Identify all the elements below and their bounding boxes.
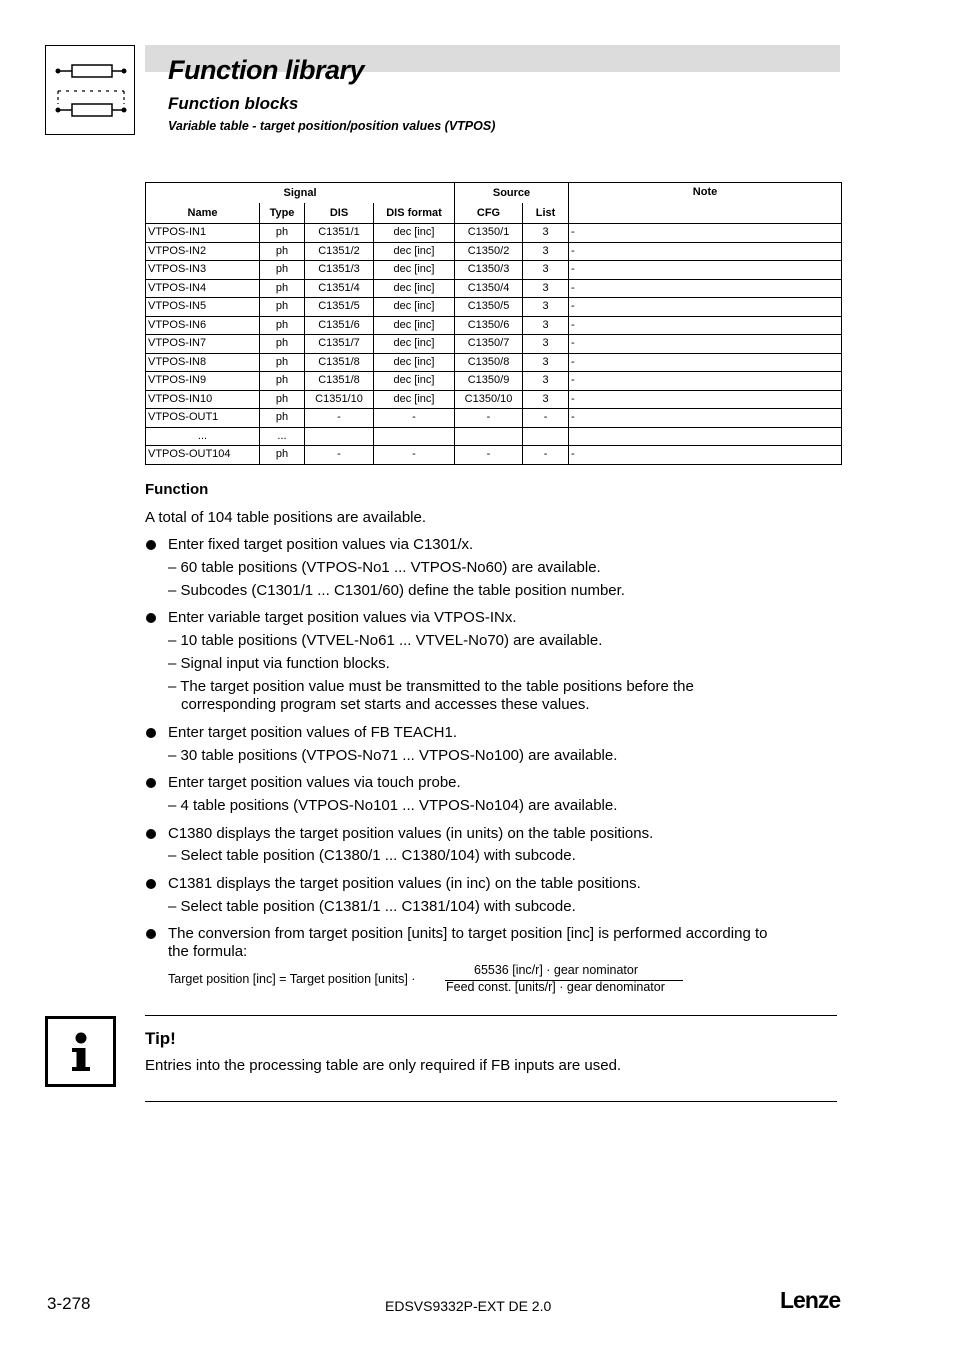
cell-cfg: C1350/8 (455, 353, 523, 372)
cell-dis-format: dec [inc] (374, 335, 455, 354)
cell-cfg: - (455, 446, 523, 465)
cell-list: 3 (523, 316, 569, 335)
cell-list (523, 427, 569, 446)
cell-name: VTPOS-IN2 (146, 242, 260, 261)
cell-list: 3 (523, 298, 569, 317)
cell-cfg: - (455, 409, 523, 428)
cell-list: - (523, 446, 569, 465)
cell-dis-format: dec [inc] (374, 298, 455, 317)
formula-lhs: Target position [inc] = Target position [units] · (168, 972, 416, 986)
cell-dis: - (305, 409, 374, 428)
cell-cfg: C1350/4 (455, 279, 523, 298)
cell-dis-format: - (374, 409, 455, 428)
cell-list: 3 (523, 390, 569, 409)
dash-item-continued: corresponding program set starts and accesses these values. (181, 696, 590, 713)
cell-cfg (455, 427, 523, 446)
page-number: 3-278 (47, 1294, 91, 1313)
col-header-type: Type (260, 203, 305, 224)
function-block-icon (46, 46, 134, 134)
cell-dis: C1351/1 (305, 224, 374, 243)
cell-dis (305, 427, 374, 446)
bullet-icon (146, 540, 156, 550)
dash-item: – The target position value must be transmitted to the table positions before the (168, 678, 694, 695)
cell-name: VTPOS-IN5 (146, 298, 260, 317)
col-header-dis: DIS (305, 203, 374, 224)
note-header: Note (569, 183, 842, 224)
bullet-icon (146, 929, 156, 939)
cell-note: - (569, 242, 842, 261)
table-row (146, 224, 842, 243)
signal-group-header: Signal (146, 183, 455, 204)
cell-dis: C1351/2 (305, 242, 374, 261)
cell-list: 3 (523, 279, 569, 298)
cell-type: ph (260, 409, 305, 428)
cell-type: ph (260, 335, 305, 354)
tip-heading: Tip! (145, 1029, 176, 1048)
table-row (146, 279, 842, 298)
cell-dis: C1351/4 (305, 279, 374, 298)
table-row (146, 372, 842, 391)
source-group-header: Source (455, 183, 569, 204)
document-id: EDSVS9332P-EXT DE 2.0 (385, 1298, 552, 1314)
bullet-c1380: C1380 displays the target position values (in units) on the table positions. (168, 825, 654, 842)
tip-top-rule (145, 1015, 837, 1016)
bullet-variable-positions: Enter variable target position values via VTPOS-INx. (168, 609, 517, 626)
cell-dis-format: dec [inc] (374, 316, 455, 335)
formula-numerator: 65536 [inc/r] · gear nominator (474, 963, 638, 977)
cell-dis-format: dec [inc] (374, 390, 455, 409)
cell-cfg: C1350/5 (455, 298, 523, 317)
col-header-cfg: CFG (455, 203, 523, 224)
cell-note: - (569, 298, 842, 317)
cell-note: - (569, 409, 842, 428)
cell-dis: C1351/7 (305, 335, 374, 354)
cell-name: VTPOS-IN4 (146, 279, 260, 298)
table-row (146, 390, 842, 409)
cell-cfg: C1350/1 (455, 224, 523, 243)
cell-name: VTPOS-OUT104 (146, 446, 260, 465)
cell-note: - (569, 279, 842, 298)
col-header-dis-format: DIS format (374, 203, 455, 224)
function-intro: A total of 104 table positions are available. (145, 509, 427, 526)
bullet-icon (146, 829, 156, 839)
table-row (146, 316, 842, 335)
cell-dis-format: dec [inc] (374, 279, 455, 298)
cell-type: ph (260, 261, 305, 280)
cell-cfg: C1350/7 (455, 335, 523, 354)
table-row (146, 335, 842, 354)
cell-dis-format: dec [inc] (374, 261, 455, 280)
bullet-icon (146, 613, 156, 623)
dash-item: – 30 table positions (VTPOS-No71 ... VTPOS-No100) are available. (168, 747, 618, 764)
cell-name: VTPOS-IN8 (146, 353, 260, 372)
cell-type: ph (260, 279, 305, 298)
page-title: Function library (168, 55, 365, 85)
cell-list: - (523, 409, 569, 428)
cell-note (569, 427, 842, 446)
cell-cfg: C1350/2 (455, 242, 523, 261)
cell-type: ph (260, 298, 305, 317)
cell-list: 3 (523, 242, 569, 261)
cell-name: VTPOS-OUT1 (146, 409, 260, 428)
cell-list: 3 (523, 224, 569, 243)
bullet-teach: Enter target position values of FB TEACH1. (168, 724, 458, 741)
cell-note: - (569, 353, 842, 372)
cell-type: ... (260, 427, 305, 446)
variable-table (145, 182, 842, 465)
section-title: Function blocks (168, 94, 299, 113)
bullet-conversion: The conversion from target position [units] to target position [inc] is performed according to (168, 925, 768, 942)
cell-name: VTPOS-IN7 (146, 335, 260, 354)
table-row (146, 427, 842, 446)
cell-name: VTPOS-IN3 (146, 261, 260, 280)
cell-dis: C1351/5 (305, 298, 374, 317)
cell-dis-format: dec [inc] (374, 224, 455, 243)
cell-type: ph (260, 353, 305, 372)
dash-item: – 10 table positions (VTVEL-No61 ... VTVEL-No70) are available. (168, 632, 603, 649)
cell-name: VTPOS-IN1 (146, 224, 260, 243)
cell-cfg: C1350/6 (455, 316, 523, 335)
bullet-fixed-positions: Enter fixed target position values via C1301/x. (168, 536, 474, 553)
cell-list: 3 (523, 261, 569, 280)
dash-item: – Select table position (C1380/1 ... C1380/104) with subcode. (168, 847, 576, 864)
table-row (146, 409, 842, 428)
cell-list: 3 (523, 353, 569, 372)
bullet-c1381: C1381 displays the target position values (in inc) on the table positions. (168, 875, 641, 892)
cell-dis: C1351/3 (305, 261, 374, 280)
cell-dis-format: - (374, 446, 455, 465)
brand-logo: Lenze (780, 1287, 841, 1313)
cell-type: ph (260, 242, 305, 261)
subsection-title: Variable table - target position/position values (VTPOS) (168, 119, 496, 133)
cell-dis: C1351/8 (305, 353, 374, 372)
cell-dis-format (374, 427, 455, 446)
cell-name: VTPOS-IN10 (146, 390, 260, 409)
formula-denominator: Feed const. [units/r] · gear denominator (446, 980, 665, 994)
cell-note: - (569, 224, 842, 243)
cell-note: - (569, 446, 842, 465)
cell-cfg: C1350/9 (455, 372, 523, 391)
cell-note: - (569, 316, 842, 335)
table-row (146, 353, 842, 372)
bullet-icon (146, 728, 156, 738)
col-header-name: Name (146, 203, 260, 224)
cell-note: - (569, 335, 842, 354)
dash-item: – Subcodes (C1301/1 ... C1301/60) define the table position number. (168, 582, 625, 599)
cell-dis-format: dec [inc] (374, 242, 455, 261)
bullet-conversion-continued: the formula: (168, 943, 248, 960)
bullet-touch-probe: Enter target position values via touch probe. (168, 774, 461, 791)
cell-dis: - (305, 446, 374, 465)
cell-type: ph (260, 372, 305, 391)
dash-item: – Signal input via function blocks. (168, 655, 390, 672)
cell-cfg: C1350/10 (455, 390, 523, 409)
dash-item: – Select table position (C1381/1 ... C1381/104) with subcode. (168, 898, 576, 915)
cell-dis: C1351/10 (305, 390, 374, 409)
bullet-icon (146, 778, 156, 788)
table-row (146, 261, 842, 280)
cell-dis-format: dec [inc] (374, 372, 455, 391)
cell-type: ph (260, 390, 305, 409)
cell-name: VTPOS-IN6 (146, 316, 260, 335)
dash-item: – 4 table positions (VTPOS-No101 ... VTPOS-No104) are available. (168, 797, 618, 814)
cell-dis: C1351/8 (305, 372, 374, 391)
cell-cfg: C1350/3 (455, 261, 523, 280)
cell-dis-format: dec [inc] (374, 353, 455, 372)
table-row (146, 298, 842, 317)
cell-note: - (569, 372, 842, 391)
cell-name: VTPOS-IN9 (146, 372, 260, 391)
cell-type: ph (260, 446, 305, 465)
dash-item: – 60 table positions (VTPOS-No1 ... VTPOS-No60) are available. (168, 559, 601, 576)
tip-bottom-rule (145, 1101, 837, 1102)
bullet-icon (146, 879, 156, 889)
table-row (146, 446, 842, 465)
info-icon (45, 1016, 116, 1087)
cell-list: 3 (523, 335, 569, 354)
cell-list: 3 (523, 372, 569, 391)
table-row (146, 242, 842, 261)
cell-type: ph (260, 224, 305, 243)
tip-text: Entries into the processing table are only required if FB inputs are used. (145, 1057, 622, 1074)
cell-type: ph (260, 316, 305, 335)
function-heading: Function (145, 481, 209, 498)
cell-dis: C1351/6 (305, 316, 374, 335)
cell-note: - (569, 390, 842, 409)
chapter-logo (45, 45, 135, 135)
cell-note: - (569, 261, 842, 280)
cell-name: ... (146, 427, 260, 446)
col-header-list: List (523, 203, 569, 224)
